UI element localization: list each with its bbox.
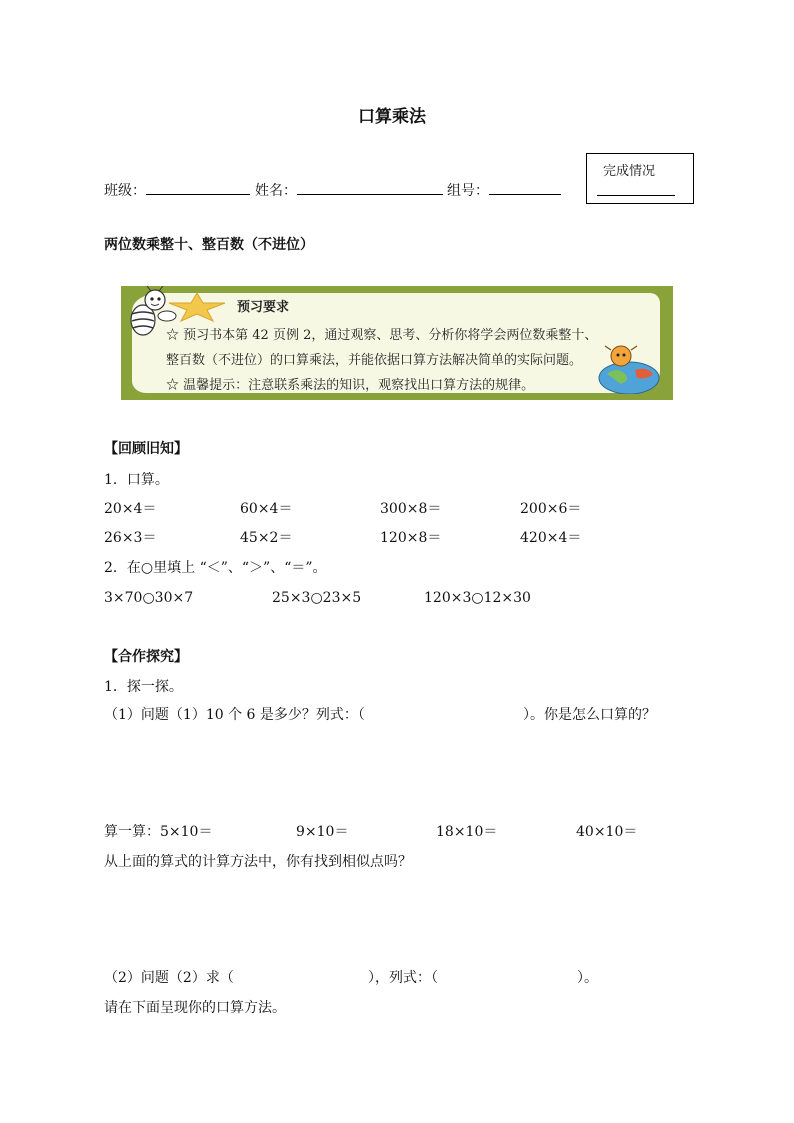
section-title: 两位数乘整十、整百数（不进位） xyxy=(104,237,314,253)
globe-cartoon-icon xyxy=(591,344,661,394)
preview-line-2: 整百数（不进位）的口算乘法，并能依据口算方法解决简单的实际问题。 xyxy=(166,353,583,368)
review-r2-c3: 120×8＝ xyxy=(380,530,442,546)
name-label: 姓名： xyxy=(255,183,297,199)
compare-2: 25×3○23×5 xyxy=(272,590,362,606)
review-heading: 【回顾旧知】 xyxy=(104,441,188,457)
problem1-text-a: （1）问题（1）10 个 6 是多少？列式：（ xyxy=(104,707,365,723)
preview-line-3: ☆ 温馨提示：注意联系乘法的知识，观察找出口算方法的规律。 xyxy=(166,378,535,393)
name-field xyxy=(255,180,443,198)
page-title: 口算乘法 xyxy=(358,107,426,127)
calc-label: 算一算： xyxy=(104,824,160,840)
compare-3: 120×3○12×30 xyxy=(424,590,531,606)
review-r2-c1: 26×3＝ xyxy=(104,530,157,546)
preview-line-1: ☆ 预习书本第 42 页例 2，通过观察、思考、分析你将学会两位数乘整十、 xyxy=(166,328,598,343)
calc-3: 18×10＝ xyxy=(436,824,498,840)
class-field xyxy=(104,180,250,198)
completion-status-box xyxy=(586,153,694,204)
review-q1-label: 1．口算。 xyxy=(104,472,169,488)
explore-q1-label: 1．探一探。 xyxy=(104,679,183,695)
problem2-text-a: （2）问题（2）求（ xyxy=(104,970,234,986)
review-r1-c1: 20×4＝ xyxy=(104,501,157,517)
problem2-text-b: ），列式：（ xyxy=(368,970,438,986)
compare-1: 3×70○30×7 xyxy=(104,590,194,606)
review-r1-c4: 200×6＝ xyxy=(520,501,582,517)
problem2-text-c: ）。 xyxy=(577,970,598,986)
present-instruction: 请在下面呈现你的口算方法。 xyxy=(104,1000,286,1016)
preview-banner xyxy=(121,286,673,400)
calc-1: 5×10＝ xyxy=(160,824,213,840)
review-q2-label: 2．在○里填上 “＜”、“＞”、“＝”。 xyxy=(104,560,327,576)
problem1-text-b: ）。你是怎么口算的？ xyxy=(523,707,656,723)
class-blank[interactable] xyxy=(146,180,250,195)
status-label: 完成情况 xyxy=(603,164,656,179)
calc-4: 40×10＝ xyxy=(576,824,638,840)
star-icon xyxy=(167,292,227,322)
review-r1-c3: 300×8＝ xyxy=(380,501,442,517)
review-r2-c2: 45×2＝ xyxy=(240,530,293,546)
explore-heading: 【合作探究】 xyxy=(104,649,188,665)
review-r1-c2: 60×4＝ xyxy=(240,501,293,517)
similar-question: 从上面的算式的计算方法中，你有找到相似点吗？ xyxy=(104,854,412,870)
calc-2: 9×10＝ xyxy=(296,824,349,840)
review-r2-c4: 420×4＝ xyxy=(520,530,582,546)
name-blank[interactable] xyxy=(297,180,443,195)
class-label: 班级： xyxy=(104,183,146,199)
group-blank[interactable] xyxy=(489,180,561,195)
group-label: 组号： xyxy=(447,183,489,199)
status-blank[interactable] xyxy=(597,195,675,196)
group-field xyxy=(447,180,561,198)
preview-heading: 预习要求 xyxy=(237,300,290,315)
